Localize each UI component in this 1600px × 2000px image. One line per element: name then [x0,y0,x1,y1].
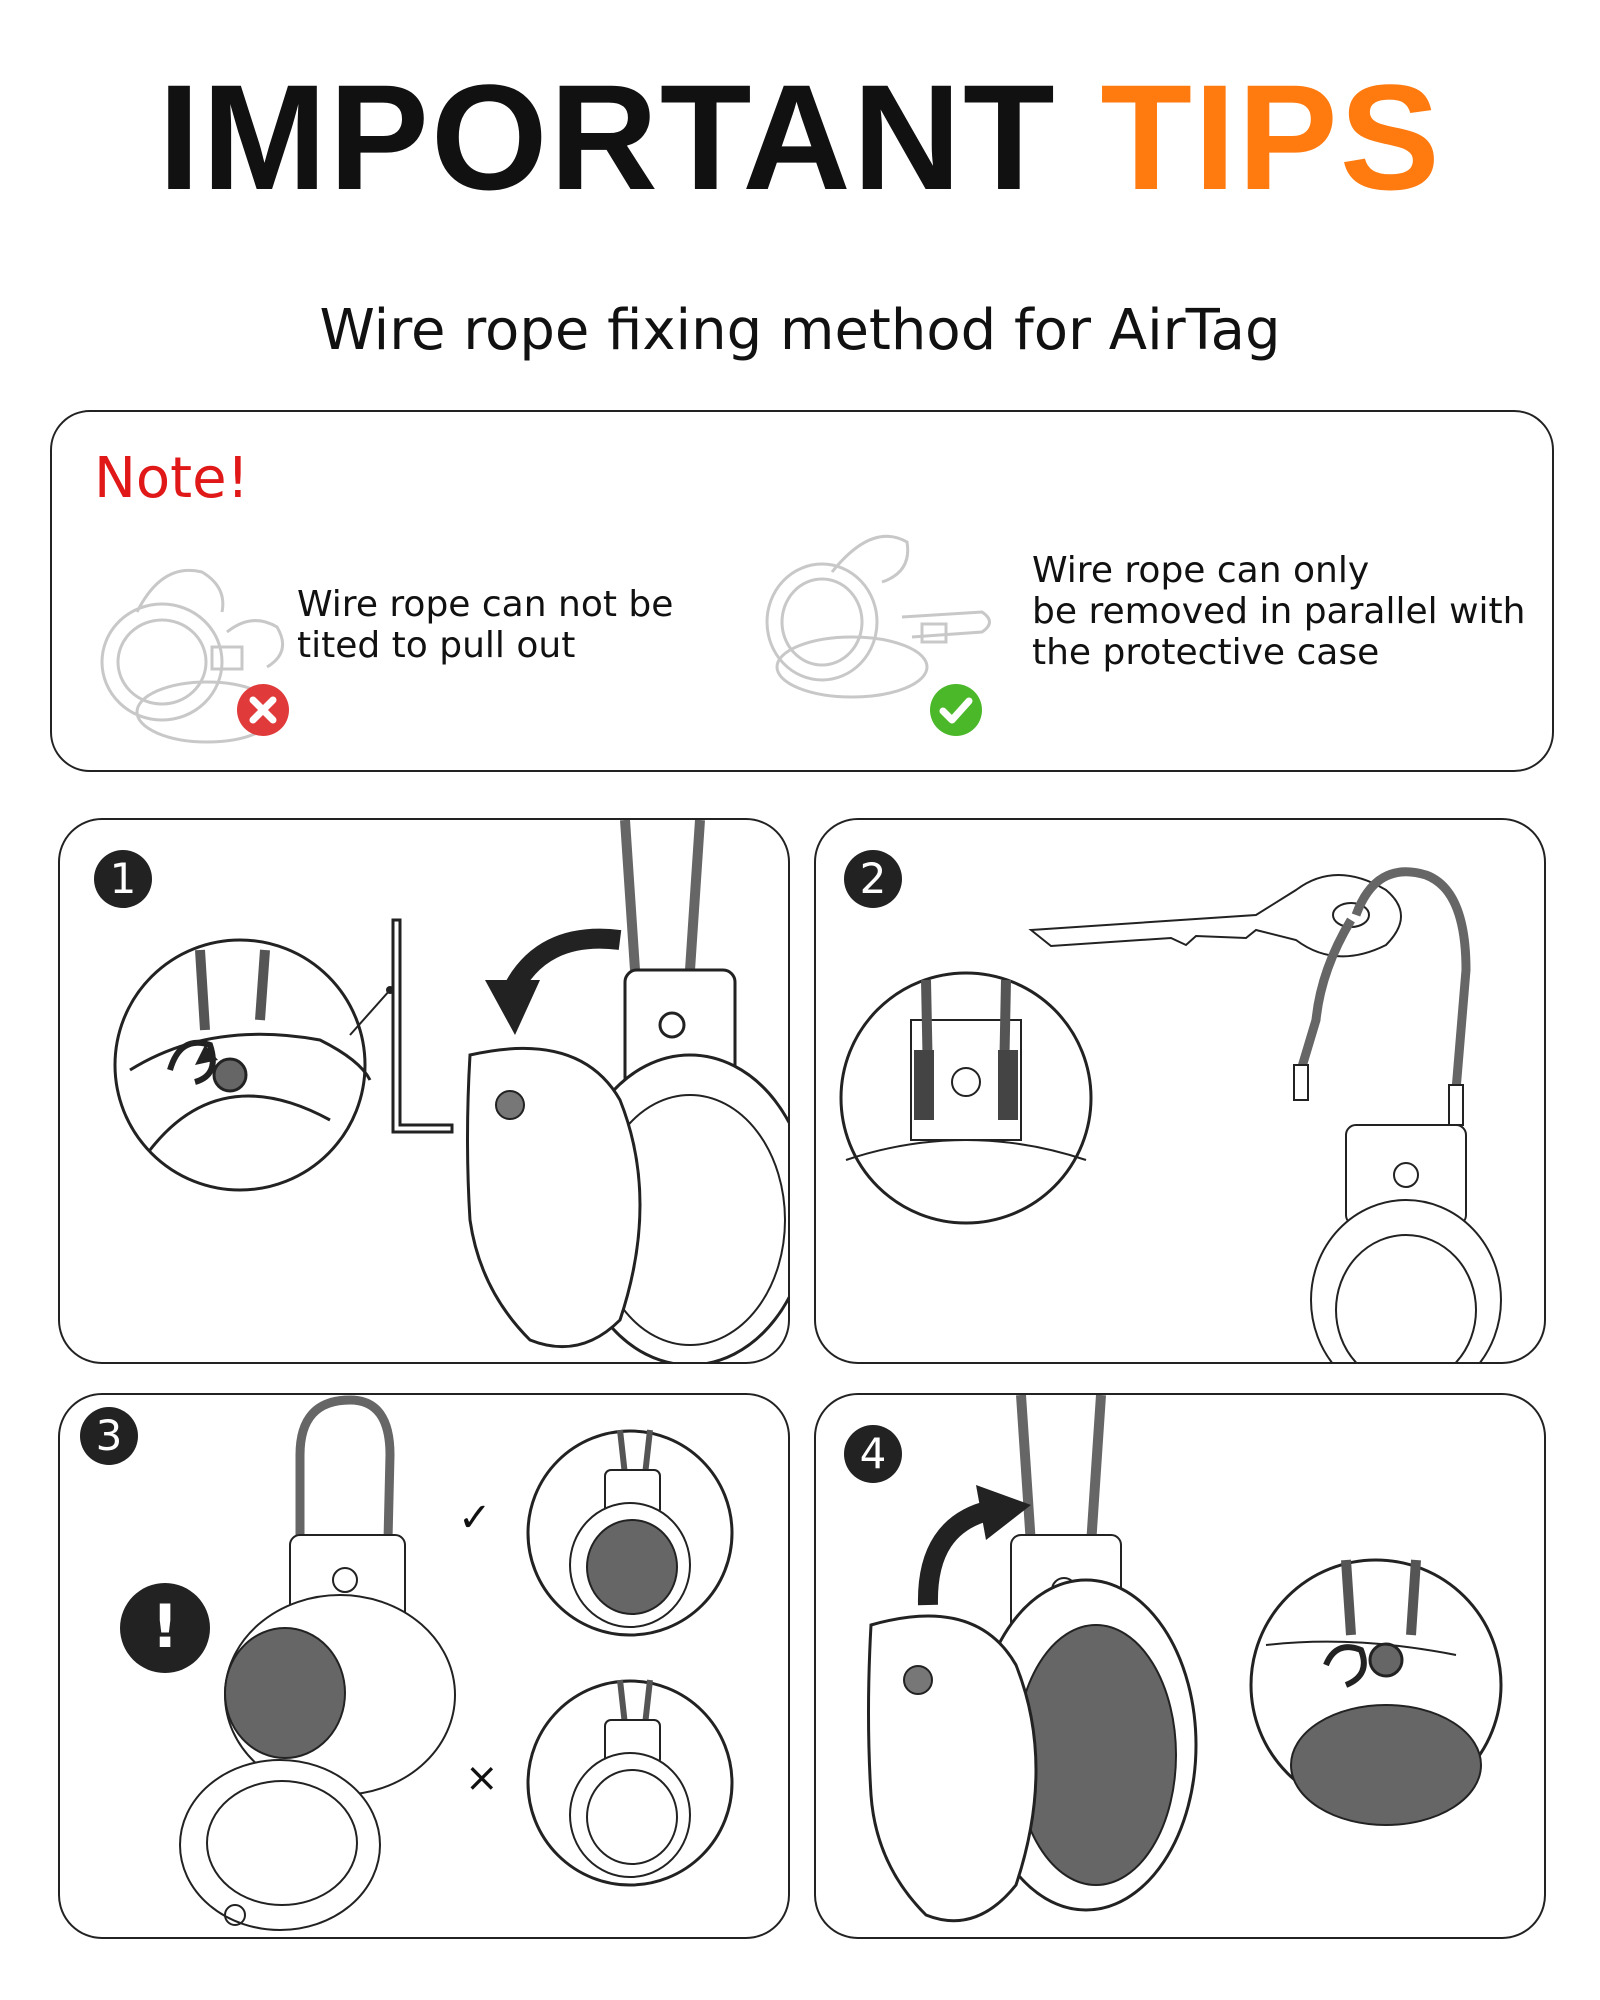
step-2-illustration [816,820,1546,1364]
page-subtitle: Wire rope fixing method for AirTag [319,298,1281,363]
right-note-text [1032,550,1525,673]
step-3-illustration [60,1395,790,1939]
step-panel-1 [58,818,790,1364]
step-4-illustration [816,1395,1546,1939]
correct-mark: ✓ [458,1495,492,1541]
title-word-important: IMPORTANT [158,53,1057,221]
step-1-illustration [60,820,790,1364]
page-title [0,53,1600,221]
right-note-line: be removed in parallel with [1032,591,1526,632]
title-word-tips: TIPS [1100,53,1442,221]
step-panel-2 [814,818,1546,1364]
wrong-note-line: tited to pull out [297,625,576,666]
wrong-note-text [297,584,673,666]
step-panel-3 [58,1393,790,1939]
check-circle-icon [928,682,984,738]
note-box [50,410,1554,772]
note-heading: Note! [94,446,250,511]
case-parallel-illustration [767,536,990,697]
step-number-badge: 3 [80,1407,138,1465]
wrong-note-line: Wire rope can not be [297,584,674,625]
step-panel-4 [814,1393,1546,1939]
step-number-badge: 1 [94,850,152,908]
right-note-line: Wire rope can only [1032,550,1370,591]
step-number-badge: 4 [844,1425,902,1483]
right-note-line: the protective case [1032,632,1380,673]
step-number-badge: 2 [844,850,902,908]
alert-icon: ! [151,1592,179,1662]
wrong-mark: × [465,1755,499,1801]
cross-circle-icon [235,682,291,738]
